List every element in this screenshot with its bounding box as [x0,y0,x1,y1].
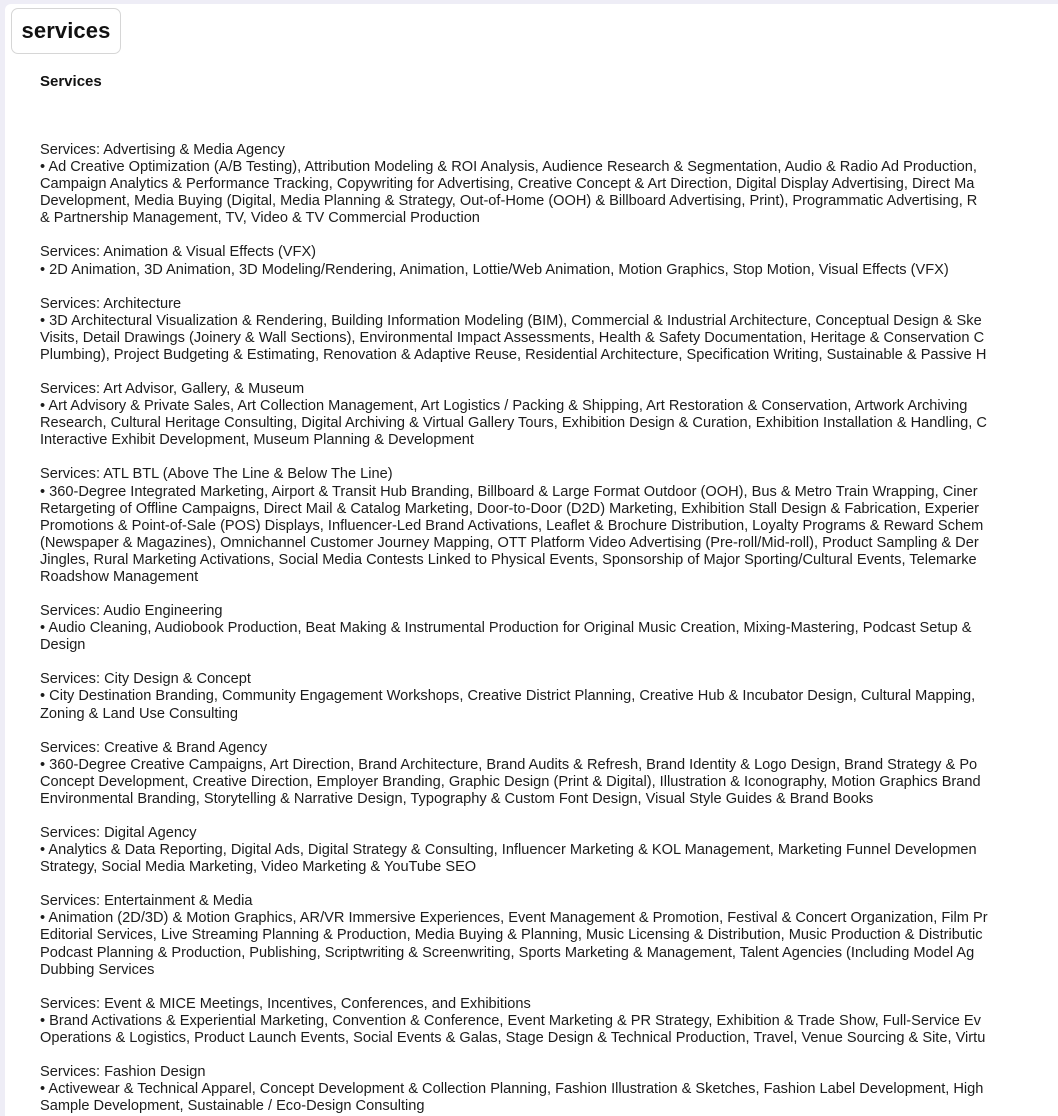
service-list-line: Editorial Services, Live Streaming Planning & Production, Media Buying & Planning, Music Licensing & Distribution, Music Production & Distributic [40,927,983,944]
service-section-title: Services: Advertising & Media Agency [40,142,285,158]
service-section [40,603,1058,654]
services-tab-label: services [21,18,111,43]
service-list-line: Podcast Planning & Production, Publishing, Scriptwriting & Screenwriting, Sports Marketing & Management, Talent Agencies (Including Model Ag [40,944,975,961]
service-section [40,466,1058,586]
service-list-line: Visits, Detail Drawings (Joinery & Wall Sections), Environmental Impact Assessments, Health & Safety Documentation, Heritage & Conservation C [40,329,985,346]
service-section-title: Services: City Design & Concept [40,671,251,688]
service-section-title: Services: Event & MICE Meetings, Incentives, Conferences, and Exhibitions [40,995,531,1012]
service-section [40,825,1058,876]
services-tab[interactable] [11,8,121,54]
service-list-line: (Newspaper & Magazines), Omnichannel Customer Journey Mapping, OTT Platform Video Advertising (Pre-roll/Mid-roll), Product Sampling & Der [40,534,979,551]
page-heading: Services [40,73,102,90]
service-section [40,1064,1058,1115]
service-list-line: Zoning & Land Use Consulting [40,705,238,722]
service-section-title: Services: ATL BTL (Above The Line & Below The Line) [40,466,393,483]
service-section [40,381,1058,449]
service-list-line: • Audio Cleaning, Audiobook Production, Beat Making & Instrumental Production for Original Music Creation, Mixing-Mastering, Podcast Setup & [40,620,972,637]
service-list-line: Dubbing Services [40,961,155,978]
service-list-line: & Partnership Management, TV, Video & TV Commercial Production [40,210,480,227]
document-page [5,4,1058,1116]
services-list [40,142,1058,1116]
service-section [40,296,1058,364]
service-section-title: Services: Audio Engineering [40,603,223,620]
service-section-title: Services: Architecture [40,295,182,312]
service-list-line: Plumbing), Project Budgeting & Estimating, Renovation & Adaptive Reuse, Residential Architecture, Specification Writing, Sustainable & Passive H [40,346,987,363]
service-list-line: • 360-Degree Creative Campaigns, Art Direction, Brand Architecture, Brand Audits & Refresh, Brand Identity & Logo Design, Brand Strategy & Po [40,756,978,773]
service-section [40,671,1058,722]
service-section [40,244,1058,278]
service-section-title: Services: Digital Agency [40,825,197,841]
service-list-line: • Ad Creative Optimization (A/B Testing), Attribution Modeling & ROI Analysis, Audience Research & Segmentation, Audio & Radio Ad Production, [40,159,977,176]
service-list-line: • Activewear & Technical Apparel, Concept Development & Collection Planning, Fashion Illustration & Sketches, Fashion Label Development, High [40,1081,984,1098]
service-list-line: Jingles, Rural Marketing Activations, Social Media Contests Linked to Physical Events, Sponsorship of Major Sporting/Cultural Events, Telemarke [40,551,977,568]
service-section [40,996,1058,1047]
service-list-line: Roadshow Management [40,568,199,585]
service-list-line: • 360-Degree Integrated Marketing, Airport & Transit Hub Branding, Billboard & Large Format Outdoor (OOH), Bus & Metro Train Wrapping, Ciner [40,483,978,500]
service-list-line: • City Destination Branding, Community Engagement Workshops, Creative District Planning, Creative Hub & Incubator Design, Cultural Mapping, [40,688,976,705]
service-list-line: • Animation (2D/3D) & Motion Graphics, AR/VR Immersive Experiences, Event Management & Promotion, Festival & Concert Organization, Film Pr [40,910,988,927]
service-list-line: • Art Advisory & Private Sales, Art Collection Management, Art Logistics / Packing & Shipping, Art Restoration & Conservation, Artwork Archiving [40,398,968,415]
service-list-line: Sample Development, Sustainable / Eco-Design Consulting [40,1098,425,1115]
service-list-line: Research, Cultural Heritage Consulting, Digital Archiving & Virtual Gallery Tours, Exhibition Design & Curation, Exhibition Installation & Handling, C [40,415,987,432]
service-section [40,740,1058,808]
service-list-line: Operations & Logistics, Product Launch Events, Social Events & Galas, Stage Design & Technical Production, Travel, Venue Sourcing & Site, Virtu [40,1029,986,1046]
service-list-line: Interactive Exhibit Development, Museum Planning & Development [40,432,474,449]
service-list-line: Retargeting of Offline Campaigns, Direct Mail & Catalog Marketing, Door-to-Door (D2D) Marketing, Exhibition Stall Design & Fabrication, Experier [40,500,979,517]
service-list-line: • 2D Animation, 3D Animation, 3D Modeling/Rendering, Animation, Lottie/Web Animation, Motion Graphics, Stop Motion, Visual Effects (VFX) [40,261,949,278]
service-list-line: Concept Development, Creative Direction, Employer Branding, Graphic Design (Print & Digital), Illustration & Iconography, Motion Graphics Brand [40,773,981,790]
service-section-title: Services: Animation & Visual Effects (VFX) [40,244,317,261]
service-section-title: Services: Fashion Design [40,1064,206,1081]
service-list-line: • Analytics & Data Reporting, Digital Ads, Digital Strategy & Consulting, Influencer Marketing & KOL Management, Marketing Funnel Developmen [40,842,977,859]
service-section [40,893,1058,978]
service-section-title: Services: Entertainment & Media [40,893,253,910]
service-section-title: Services: Art Advisor, Gallery, & Museum [40,381,305,398]
service-list-line: Environmental Branding, Storytelling & Narrative Design, Typography & Custom Font Design, Visual Style Guides & Brand Books [40,790,874,807]
service-list-line: • 3D Architectural Visualization & Rendering, Building Information Modeling (BIM), Commercial & Industrial Architecture, Conceptual Design & Ske [40,312,982,329]
service-list-line: Design [40,637,86,654]
service-list-line: Promotions & Point-of-Sale (POS) Displays, Influencer-Led Brand Activations, Leaflet & Brochure Distribution, Loyalty Programs & Reward Schem [40,517,984,534]
service-section [40,142,1058,227]
service-list-line: Development, Media Buying (Digital, Media Planning & Strategy, Out-of-Home (OOH) & Billboard Advertising, Print), Programmatic Advertising, R [40,193,978,210]
service-section-title: Services: Creative & Brand Agency [40,739,268,756]
service-list-line: Strategy, Social Media Marketing, Video Marketing & YouTube SEO [40,859,477,876]
service-list-line: Campaign Analytics & Performance Tracking, Copywriting for Advertising, Creative Concept & Art Direction, Digital Display Advertising, Direct Ma [40,176,975,193]
service-list-line: • Brand Activations & Experiential Marketing, Convention & Conference, Event Marketing & PR Strategy, Exhibition & Trade Show, Full-Service Ev [40,1012,981,1029]
